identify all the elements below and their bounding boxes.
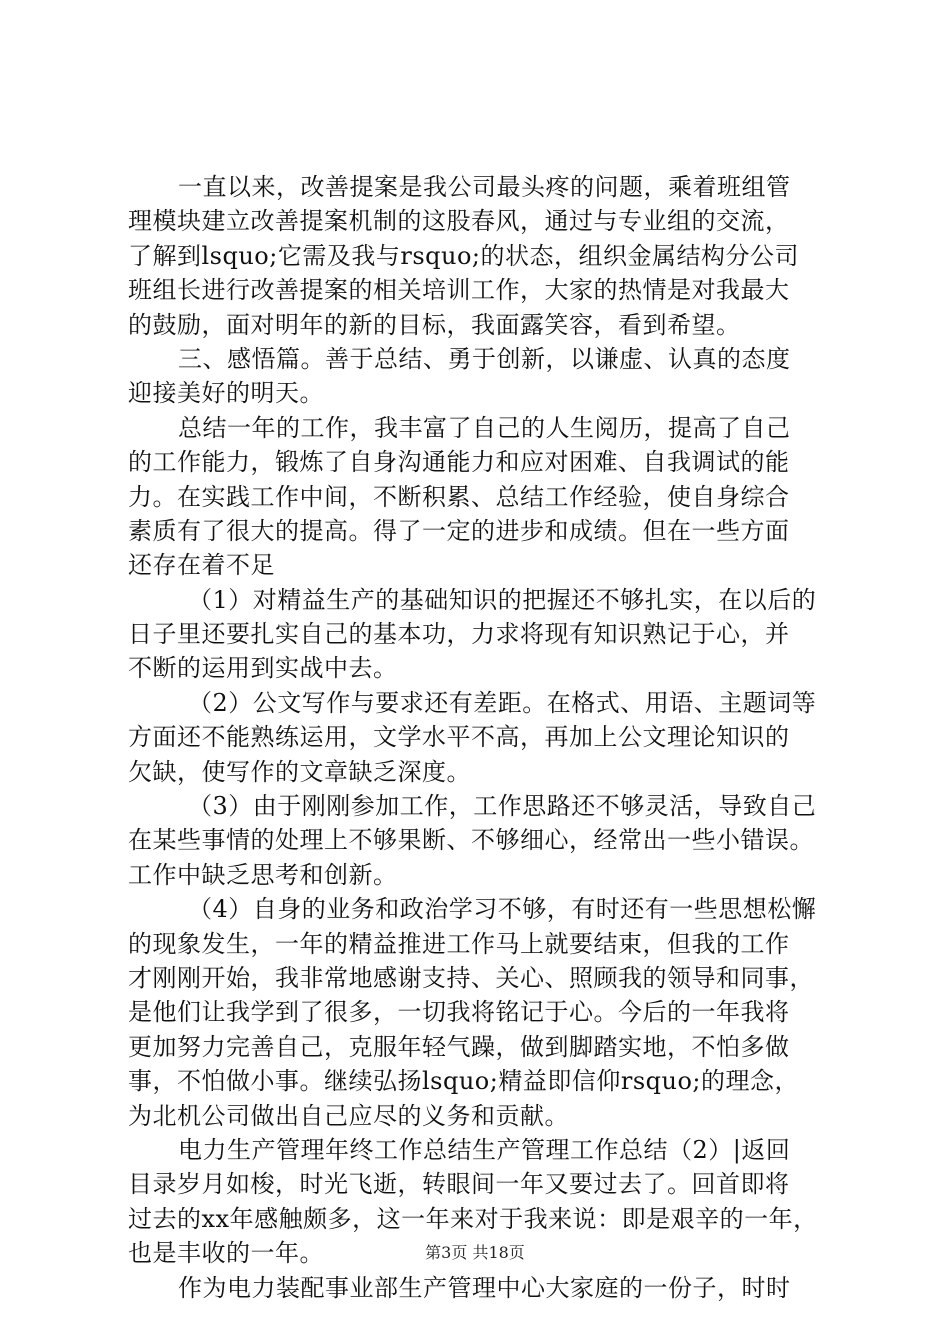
paragraph-line: 迎接美好的明天。 [128,379,324,408]
paragraph-line: 欠缺，使写作的文章缺乏深度。 [128,757,471,786]
paragraph-line: 方面还不能熟练运用，文学水平不高，再加上公文理论知识的 [128,723,790,752]
paragraph-line: 还存在着不足 [128,551,275,580]
paragraph-line: 在某些事情的处理上不够果断、不够细心，经常出一些小错误。 [128,826,814,855]
section-heading-line: 三、感悟篇。善于总结、勇于创新，以谦虚、认真的态度 [178,344,791,373]
paragraph-line: 班组长进行改善提案的相关培训工作，大家的热情是对我最大 [128,276,790,305]
paragraph-line: 才刚刚开始，我非常地感谢支持、关心、照顾我的领导和同事， [128,963,814,992]
paragraph-line: 电力生产管理年终工作总结生产管理工作总结（2）|返回 [178,1135,791,1164]
document-body [128,170,834,1305]
paragraph-line: 目录岁月如梭，时光飞逝，转眼间一年又要过去了。回首即将 [128,1170,790,1199]
paragraph-line: 是他们让我学到了很多，一切我将铭记于心。今后的一年我将 [128,998,790,1027]
paragraph-line: 作为电力装配事业部生产管理中心大家庭的一份子，时时 [178,1273,791,1302]
paragraph-line: 为北机公司做出自己应尽的义务和贡献。 [128,1101,569,1130]
paragraph-line: 的鼓励，面对明年的新的目标，我面露笑容，看到希望。 [128,310,741,339]
list-item-line: （2）公文写作与要求还有差距。在格式、用语、主题词等 [188,688,817,717]
paragraph-line: 总结一年的工作，我丰富了自己的人生阅历，提高了自己 [178,413,791,442]
list-item-line: （3）由于刚刚参加工作，工作思路还不够灵活，导致自己 [188,792,817,821]
paragraph-line: 日子里还要扎实自己的基本功，力求将现有知识熟记于心，并 [128,620,790,649]
page-footer: 第3页 共18页 [425,1243,525,1262]
paragraph-line: 的现象发生，一年的精益推进工作马上就要结束，但我的工作 [128,929,790,958]
paragraph-line: 理模块建立改善提案机制的这股春风，通过与专业组的交流， [128,207,790,236]
paragraph-line: 过去的xx年感触颇多，这一年来对于我来说：即是艰辛的一年， [128,1204,818,1233]
paragraph-line: 工作中缺乏思考和创新。 [128,860,398,889]
paragraph-line: 了解到lsquo;它需及我与rsquo;的状态，组织金属结构分公司 [128,241,799,270]
paragraph-line: 事，不怕做小事。继续弘扬lsquo;精益即信仰rsquo;的理念， [128,1067,799,1096]
paragraph-line: 也是丰收的一年。 [128,1239,324,1268]
list-item-line: （1）对精益生产的基础知识的把握还不够扎实，在以后的 [188,585,817,614]
paragraph-line: 素质有了很大的提高。得了一定的进步和成绩。但在一些方面 [128,516,790,545]
paragraph-line: 力。在实践工作中间，不断积累、总结工作经验，使自身综合 [128,482,790,511]
paragraph-line: 更加努力完善自己，克服年轻气躁，做到脚踏实地，不怕多做 [128,1032,790,1061]
paragraph-line: 的工作能力，锻炼了自身沟通能力和应对困难、自我调试的能 [128,448,790,477]
paragraph-line: 一直以来，改善提案是我公司最头疼的问题，乘着班组管 [178,173,791,201]
list-item-line: （4）自身的业务和政治学习不够，有时还有一些思想松懈 [188,895,817,924]
paragraph-line: 不断的运用到实战中去。 [128,654,398,683]
